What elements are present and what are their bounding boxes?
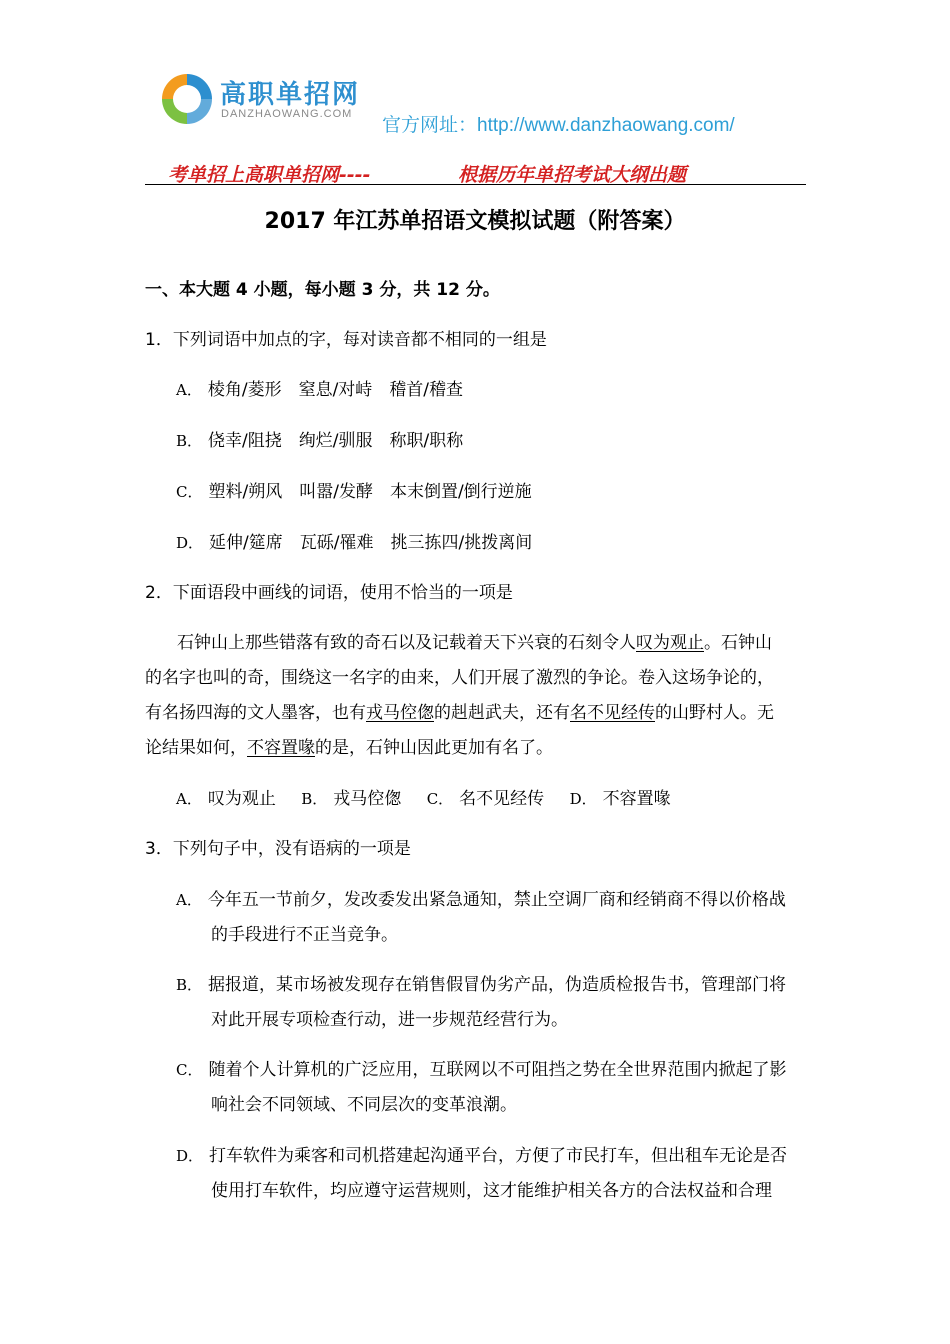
option-label: C． xyxy=(426,790,454,808)
header-divider xyxy=(145,184,806,185)
passage-line-1 xyxy=(177,628,772,653)
question-3-option-b-cont: 对此开展专项检查行动，进一步规范经营行为。 xyxy=(211,1010,568,1030)
option-label: B． xyxy=(301,790,328,808)
question-2-options xyxy=(176,784,671,809)
question-2-stem: 2．下面语段中画线的词语，使用不恰当的一项是 xyxy=(145,583,513,603)
option-text: 今年五一节前夕，发改委发出紧急通知，禁止空调厂商和经销商不得以价格战 xyxy=(207,890,786,910)
option-text: 延伸/筵席 瓦砾/罹难 挑三拣四/挑拨离间 xyxy=(209,533,533,553)
question-3-option-c xyxy=(176,1055,786,1080)
logo-icon xyxy=(157,70,217,128)
underlined-term: 不容置喙 xyxy=(247,738,315,758)
option-text: 叹为观止 xyxy=(207,789,276,809)
option-label: A． xyxy=(176,381,202,399)
option-text: 塑料/朔风 叫嚣/发酵 本末倒置/倒行逆施 xyxy=(208,482,532,502)
question-3-stem: 3．下列句子中，没有语病的一项是 xyxy=(145,839,411,859)
option-label: D． xyxy=(176,1147,204,1165)
logo-name: 高职单招网 xyxy=(220,80,361,110)
question-3-option-b xyxy=(176,970,786,995)
passage-text: 论结果如何， xyxy=(145,738,247,758)
option-label: C． xyxy=(176,1061,203,1079)
passage-text: 的赳赳武夫，还有 xyxy=(434,703,570,723)
question-1-option-a xyxy=(176,375,463,400)
option-label: C． xyxy=(176,483,203,501)
passage-text: 的是，石钟山因此更加有名了。 xyxy=(315,738,553,758)
option-label: D． xyxy=(569,790,597,808)
question-1-option-b xyxy=(176,426,463,451)
option-label: B． xyxy=(176,432,203,450)
official-url-link[interactable]: http://www.danzhaowang.com/ xyxy=(477,115,735,136)
page-title: 2017 年江苏单招语文模拟试题（附答案） xyxy=(264,209,686,234)
passage-line-4 xyxy=(145,733,553,758)
passage-text: 的山野村人。无 xyxy=(655,703,774,723)
passage-text: 有名扬四海的文人墨客，也有 xyxy=(145,703,366,723)
option-text: 不容置喙 xyxy=(602,789,671,809)
option-text: 据报道，某市场被发现存在销售假冒伪劣产品，伪造质检报告书，管理部门将 xyxy=(208,975,787,995)
official-label: 官方网址： xyxy=(382,114,478,136)
option-text: 随着个人计算机的广泛应用，互联网以不可阻挡之势在全世界范围内掀起了影 xyxy=(208,1060,787,1080)
option-label: B． xyxy=(176,976,203,994)
passage-text: 。石钟山 xyxy=(704,633,772,653)
passage-text: 石钟山上那些错落有致的奇石以及记载着天下兴衰的石刻令人 xyxy=(177,633,636,653)
question-3-option-d xyxy=(176,1141,787,1166)
underlined-term: 名不见经传 xyxy=(570,703,655,723)
official-site xyxy=(382,110,735,137)
section-heading: 一、本大题 4 小题，每小题 3 分，共 12 分。 xyxy=(145,280,500,300)
question-3-option-a-cont: 的手段进行不正当竞争。 xyxy=(211,925,398,945)
question-1-option-c xyxy=(176,477,532,502)
question-3-option-a xyxy=(176,885,786,910)
option-label: D． xyxy=(176,534,204,552)
option-label: A． xyxy=(176,790,202,808)
underlined-term: 叹为观止 xyxy=(636,633,704,653)
slogan-right: 根据历年单招考试大纲出题 xyxy=(458,164,687,186)
option-text: 棱角/菱形 窒息/对峙 稽首/稽查 xyxy=(207,380,464,400)
question-3-option-c-cont: 响社会不同领域、不同层次的变革浪潮。 xyxy=(211,1095,517,1115)
slogan-left: 考单招上高职单招网---- xyxy=(168,164,371,186)
question-1-stem: 1．下列词语中加点的字，每对读音都不相同的一组是 xyxy=(145,330,547,350)
logo-domain: DANZHAOWANG.COM xyxy=(221,108,353,120)
question-1-option-d xyxy=(176,528,532,553)
passage-line-3 xyxy=(145,698,774,723)
question-3-option-d-cont: 使用打车软件，均应遵守运营规则，这才能维护相关各方的合法权益和合理 xyxy=(211,1181,772,1201)
option-text: 戎马倥偬 xyxy=(333,789,402,809)
option-text: 名不见经传 xyxy=(459,789,545,809)
option-text: 打车软件为乘客和司机搭建起沟通平台，方便了市民打车，但出租车无论是否 xyxy=(209,1146,788,1166)
option-label: A． xyxy=(176,891,202,909)
passage-line-2: 的名字也叫的奇，围绕这一名字的由来，人们开展了激烈的争论。卷入这场争论的， xyxy=(145,668,774,688)
underlined-term: 戎马倥偬 xyxy=(366,703,434,723)
option-text: 侥幸/阻挠 绚烂/驯服 称职/职称 xyxy=(208,431,464,451)
